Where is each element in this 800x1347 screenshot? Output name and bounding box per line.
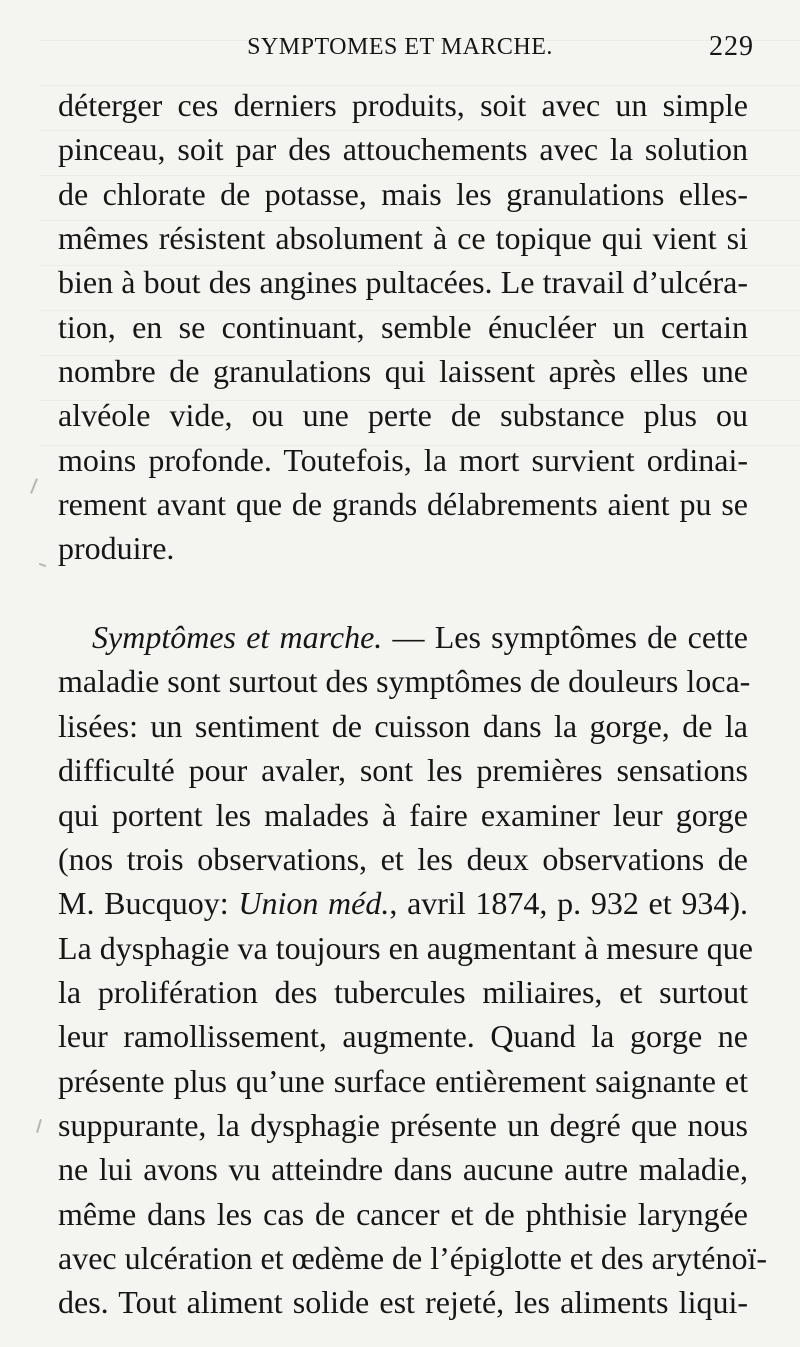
text-line: alvéole vide, ou une perte de substance plus ou <box>58 397 748 434</box>
page-number: 229 <box>709 31 754 62</box>
text-line: La dysphagie va toujours en augmentant à mesure que <box>58 929 753 966</box>
text-line: leur ramollissement, augmente. Quand la gorge ne <box>58 1018 748 1055</box>
paragraph-gap <box>58 571 748 615</box>
section-heading-continuation: — Les symptômes de cette <box>382 619 749 656</box>
text-line: suppurante, la dysphagie présente un degré que nous <box>58 1106 748 1143</box>
text-line: présente plus qu’une surface entièrement saignante et <box>58 1062 748 1099</box>
text-line: maladie sont surtout des symptômes de douleurs loca- <box>58 663 751 700</box>
text-line: qui portent les malades à faire examiner leur gorge <box>58 796 748 833</box>
text-line: rement avant que de grands délabrements aient pu se <box>58 486 748 523</box>
running-title: SYMPTOMES ET MARCHE. <box>247 34 553 60</box>
text-line: difficulté pour avaler, sont les premières sensations <box>58 752 748 789</box>
scan-mark <box>39 563 46 567</box>
text-line: de chlorate de potasse, mais les granulations elles- <box>58 175 748 212</box>
citation-source: Union méd. <box>238 885 390 922</box>
section-heading: Symptômes et marche. <box>92 619 383 656</box>
section-heading-line <box>58 615 748 659</box>
text-line: déterger ces derniers produits, soit avec un simple <box>58 87 748 123</box>
citation-line <box>58 881 748 925</box>
text-line: des. Tout aliment solide est rejeté, les aliments liqui- <box>58 1284 748 1321</box>
scan-mark <box>30 478 38 494</box>
text-line: nombre de granulations qui laissent après elles une <box>58 353 748 390</box>
text-line: bien à bout des angines pultacées. Le travail d’ulcéra- <box>58 264 748 301</box>
text-line: la prolifération des tubercules miliaires, et surtout <box>58 973 748 1010</box>
running-head <box>0 31 800 68</box>
scan-mark <box>36 1119 42 1133</box>
citation-suffix: , avril 1874, p. 932 et 934). <box>389 885 749 922</box>
text-line: (nos trois observations, et les deux observations de <box>58 840 748 877</box>
text-line: avec ulcération et œdème de l’épiglotte et des aryténoï- <box>58 1239 768 1276</box>
text-line: même dans les cas de cancer et de phthisie laryngée <box>58 1195 748 1232</box>
text-line: moins profonde. Toutefois, la mort survient ordinai- <box>58 441 748 478</box>
text-line: lisées: un sentiment de cuisson dans la gorge, de la <box>58 707 748 744</box>
text-line: produire. <box>58 530 175 567</box>
body-text <box>58 83 768 1325</box>
text-line: ne lui avons vu atteindre dans aucune autre maladie, <box>58 1151 748 1188</box>
text-line: pinceau, soit par des attouchements avec la solution <box>58 131 748 168</box>
text-line: mêmes résistent absolument à ce topique qui vient si <box>58 220 748 257</box>
text-line: tion, en se continuant, semble énucléer un certain <box>58 308 748 345</box>
citation-prefix: M. Bucquoy: <box>58 885 239 922</box>
